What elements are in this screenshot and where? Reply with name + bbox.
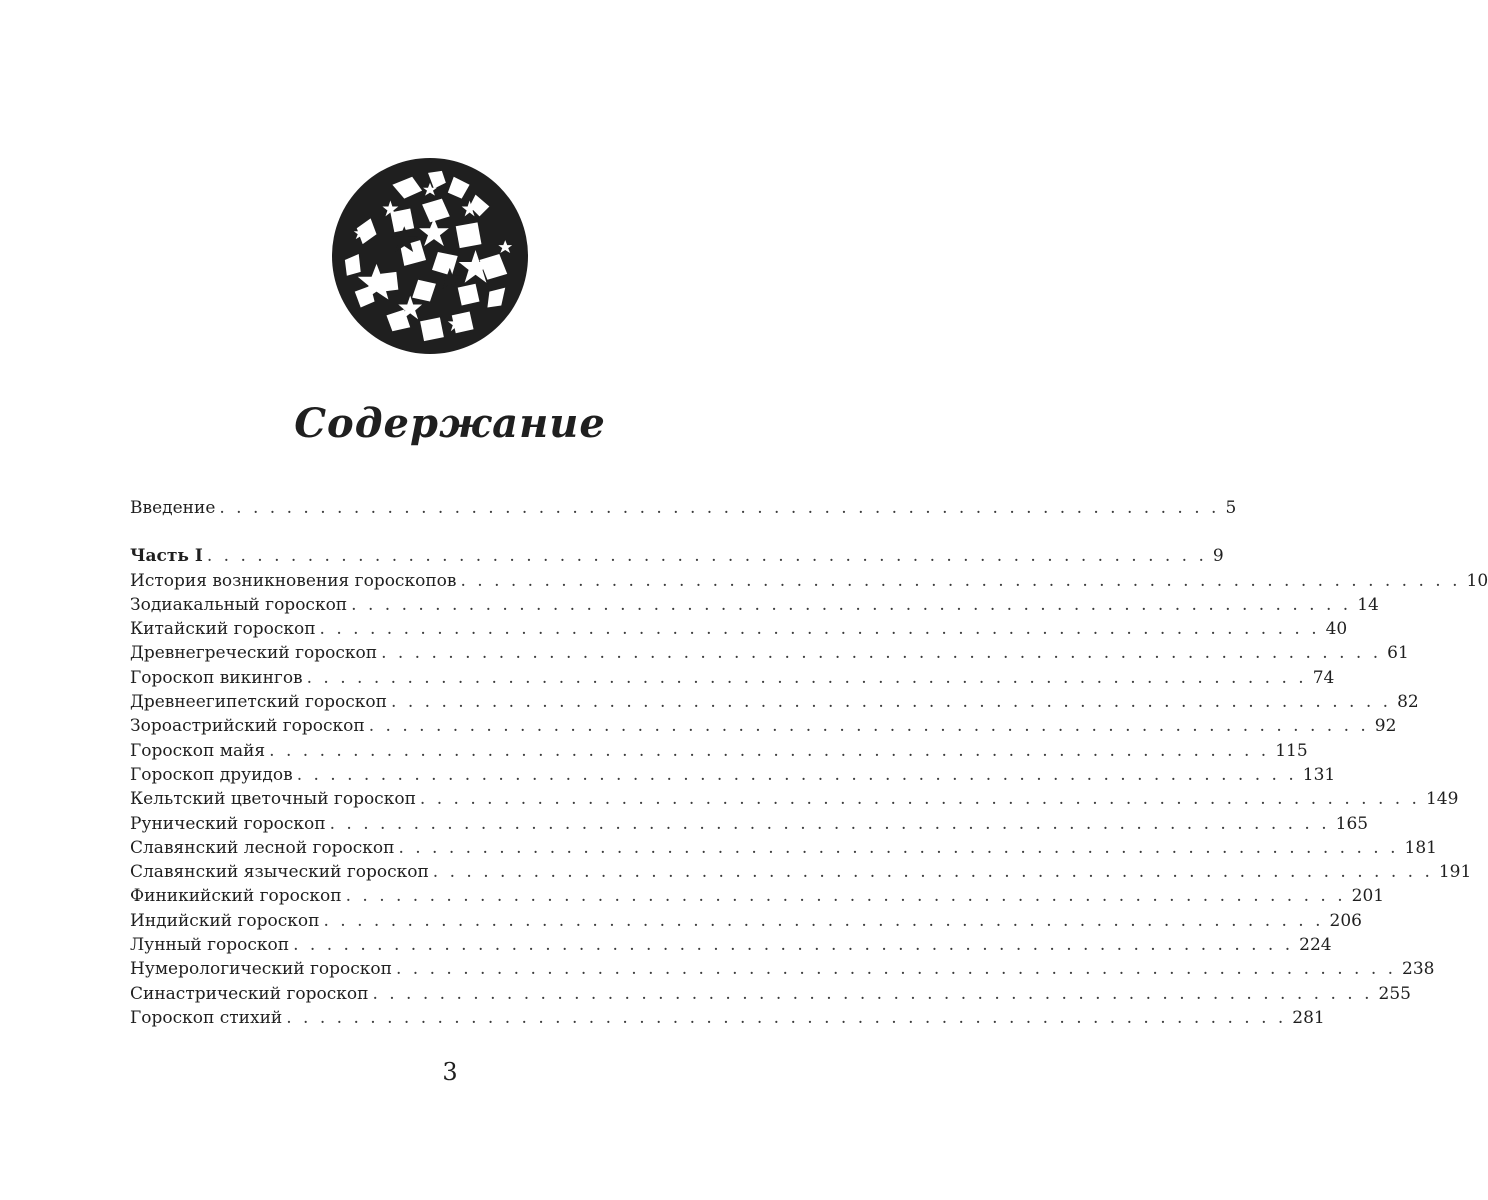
toc-entry-label: Китайский гороскоп xyxy=(130,619,316,640)
toc-entry-page: 82 xyxy=(1397,692,1419,713)
toc-entry xyxy=(130,690,1419,714)
toc-entry-page: 255 xyxy=(1378,983,1411,1004)
toc-entry-page: 165 xyxy=(1335,813,1369,834)
toc-entry xyxy=(130,787,1459,811)
toc-entry-label: Рунический гороскоп xyxy=(130,813,326,834)
toc-dot-leader: . . . . . . . . . . . . . . . . . . . . . . . . . . . . . . . . . . . . . . . . . . . . . . . . . . . . . . . . . . . . xyxy=(206,546,1207,567)
toc-dot-leader: . . . . . . . . . . . . . . . . . . . . . . . . . . . . . . . . . . . . . . . . . . . . . . . . . . . . . . . . . . . . xyxy=(381,643,1382,664)
toc-entry-page: 281 xyxy=(1292,1007,1325,1028)
toc-dot-leader: . . . . . . . . . . . . . . . . . . . . . . . . . . . . . . . . . . . . . . . . . . . . . . . . . . . . . . . . . . . . xyxy=(269,740,1270,761)
toc-dot-leader: . . . . . . . . . . . . . . . . . . . . . . . . . . . . . . . . . . . . . . . . . . . . . . . . . . . . . . . . . . . . xyxy=(398,837,1399,858)
toc-entry-label: Гороскоп друидов xyxy=(130,764,293,785)
toc-entry-label: Зодиакальный гороскоп xyxy=(130,594,348,615)
toc-entry xyxy=(130,957,1435,981)
toc-entry-page: 10 xyxy=(1466,570,1488,591)
toc-entry xyxy=(130,593,1379,617)
toc-dot-leader: . . . . . . . . . . . . . . . . . . . . . . . . . . . . . . . . . . . . . . . . . . . . . . . . . . . . . . . . . . . . xyxy=(419,789,1420,810)
toc-dot-leader: . . . . . . . . . . . . . . . . . . . . . . . . . . . . . . . . . . . . . . . . . . . . . . . . . . . . . . . . . . . . xyxy=(345,886,1346,907)
toc-dot-leader: . . . . . . . . . . . . . . . . . . . . . . . . . . . . . . . . . . . . . . . . . . . . . . . . . . . . . . . . . . . . xyxy=(460,570,1461,591)
toc-entry-label: Часть I xyxy=(130,546,203,567)
toc-entry-label: Древнеегипетский гороскоп xyxy=(130,692,388,713)
toc-entry-label: Финикийский гороскоп xyxy=(130,886,342,907)
table-of-contents xyxy=(130,496,1488,1030)
toc-entry-label: Введение xyxy=(130,498,216,518)
toc-entry-page: 224 xyxy=(1299,935,1332,956)
toc-entry xyxy=(130,714,1397,738)
toc-entry-label: Зороастрийский гороскоп xyxy=(130,716,365,737)
toc-entry-label: История возникновения гороскопов xyxy=(130,570,457,591)
toc-entry xyxy=(130,763,1336,787)
toc-dot-leader: . . . . . . . . . . . . . . . . . . . . . . . . . . . . . . . . . . . . . . . . . . . . . . . . . . . . . . . . . . . . xyxy=(372,983,1373,1004)
toc-entry-label: Древнегреческий гороскоп xyxy=(130,643,378,664)
toc-entry-page: 92 xyxy=(1374,716,1397,737)
page-title: Содержание xyxy=(294,400,606,447)
toc-entry xyxy=(130,884,1385,908)
toc-dot-leader: . . . . . . . . . . . . . . . . . . . . . . . . . . . . . . . . . . . . . . . . . . . . . . . . . . . . . . . . . . . . xyxy=(306,667,1307,688)
toc-entry-page: 238 xyxy=(1402,959,1435,980)
toc-entry xyxy=(130,933,1332,957)
toc-entry-label: Гороскоп майя xyxy=(130,740,266,761)
toc-dot-leader: . . . . . . . . . . . . . . . . . . . . . . . . . . . . . . . . . . . . . . . . . . . . . . . . . . . . . . . . . . . . xyxy=(391,692,1392,713)
toc-dot-leader: . . . . . . . . . . . . . . . . . . . . . . . . . . . . . . . . . . . . . . . . . . . . . . . . . . . . . . . . . . . . xyxy=(323,910,1324,931)
toc-entry xyxy=(130,617,1348,641)
toc-entry-label: Кельтский цветочный гороскоп xyxy=(130,789,416,810)
toc-dot-leader: . . . . . . . . . . . . . . . . . . . . . . . . . . . . . . . . . . . . . . . . . . . . . . . . . . . . . . . . . . . . xyxy=(296,764,1297,785)
toc-entry-label: Индийский гороскоп xyxy=(130,910,320,931)
toc-entry xyxy=(130,739,1308,763)
toc-entry xyxy=(130,836,1437,860)
toc-dot-leader: . . . . . . . . . . . . . . . . . . . . . . . . . . . . . . . . . . . . . . . . . . . . . . . . . . . . . . . . . . . . xyxy=(219,498,1220,518)
toc-entry-page: 181 xyxy=(1404,837,1437,858)
toc-entry-label: Нумерологический гороскоп xyxy=(130,959,392,980)
toc-entry-label: Лунный гороскоп xyxy=(130,935,290,956)
toc-entry xyxy=(130,544,1224,568)
toc-entry-label: Славянский лесной гороскоп xyxy=(130,837,395,858)
toc-entry-page: 201 xyxy=(1351,886,1385,907)
toc-entry-page: 40 xyxy=(1325,619,1348,640)
toc-dot-leader: . . . . . . . . . . . . . . . . . . . . . . . . . . . . . . . . . . . . . . . . . . . . . . . . . . . . . . . . . . . . xyxy=(395,959,1397,980)
toc-entry xyxy=(130,909,1362,933)
toc-entry-label: Синастрический гороскоп xyxy=(130,983,369,1004)
toc-entry xyxy=(130,860,1472,884)
toc-entry xyxy=(130,641,1409,665)
toc-dot-leader: . . . . . . . . . . . . . . . . . . . . . . . . . . . . . . . . . . . . . . . . . . . . . . . . . . . . . . . . . . . . xyxy=(286,1007,1287,1028)
toc-entry-page: 115 xyxy=(1275,740,1308,761)
toc-entry-page: 5 xyxy=(1225,498,1237,518)
toc-dot-leader: . . . . . . . . . . . . . . . . . . . . . . . . . . . . . . . . . . . . . . . . . . . . . . . . . . . . . . . . . . . . xyxy=(293,935,1294,956)
toc-dot-leader: . . . . . . . . . . . . . . . . . . . . . . . . . . . . . . . . . . . . . . . . . . . . . . . . . . . . . . . . . . . . xyxy=(319,619,1320,640)
toc-entry xyxy=(130,496,1237,520)
toc-entry xyxy=(130,666,1335,690)
toc-entry-page: 149 xyxy=(1425,789,1459,810)
toc-entry-page: 74 xyxy=(1312,667,1335,688)
toc-entry xyxy=(130,569,1488,593)
toc-entry-page: 206 xyxy=(1329,910,1362,931)
toc-dot-leader: . . . . . . . . . . . . . . . . . . . . . . . . . . . . . . . . . . . . . . . . . . . . . . . . . . . . . . . . . . . . xyxy=(329,813,1330,834)
star-mosaic-circle-icon xyxy=(330,157,530,355)
toc-dot-leader: . . . . . . . . . . . . . . . . . . . . . . . . . . . . . . . . . . . . . . . . . . . . . . . . . . . . . . . . . . . . xyxy=(368,716,1369,737)
toc-entry xyxy=(130,982,1411,1006)
page-number: 3 xyxy=(442,1058,458,1086)
toc-entry-page: 131 xyxy=(1302,764,1336,785)
toc-entry-page: 14 xyxy=(1357,594,1379,615)
toc-entry-label: Гороскоп викингов xyxy=(130,667,303,688)
toc-entry-page: 61 xyxy=(1387,643,1409,664)
toc-dot-leader: . . . . . . . . . . . . . . . . . . . . . . . . . . . . . . . . . . . . . . . . . . . . . . . . . . . . . . . . . . . . xyxy=(432,862,1433,883)
toc-entry-page: 191 xyxy=(1438,862,1472,883)
toc-entry-page: 9 xyxy=(1212,546,1224,567)
toc-entry-label: Гороскоп стихий xyxy=(130,1007,283,1028)
toc-dot-leader: . . . . . . . . . . . . . . . . . . . . . . . . . . . . . . . . . . . . . . . . . . . . . . . . . . . . . . . . . . . . xyxy=(351,594,1352,615)
toc-entry-label: Славянский языческий гороскоп xyxy=(130,862,429,883)
toc-entry xyxy=(130,812,1369,836)
toc-entry xyxy=(130,1006,1325,1030)
